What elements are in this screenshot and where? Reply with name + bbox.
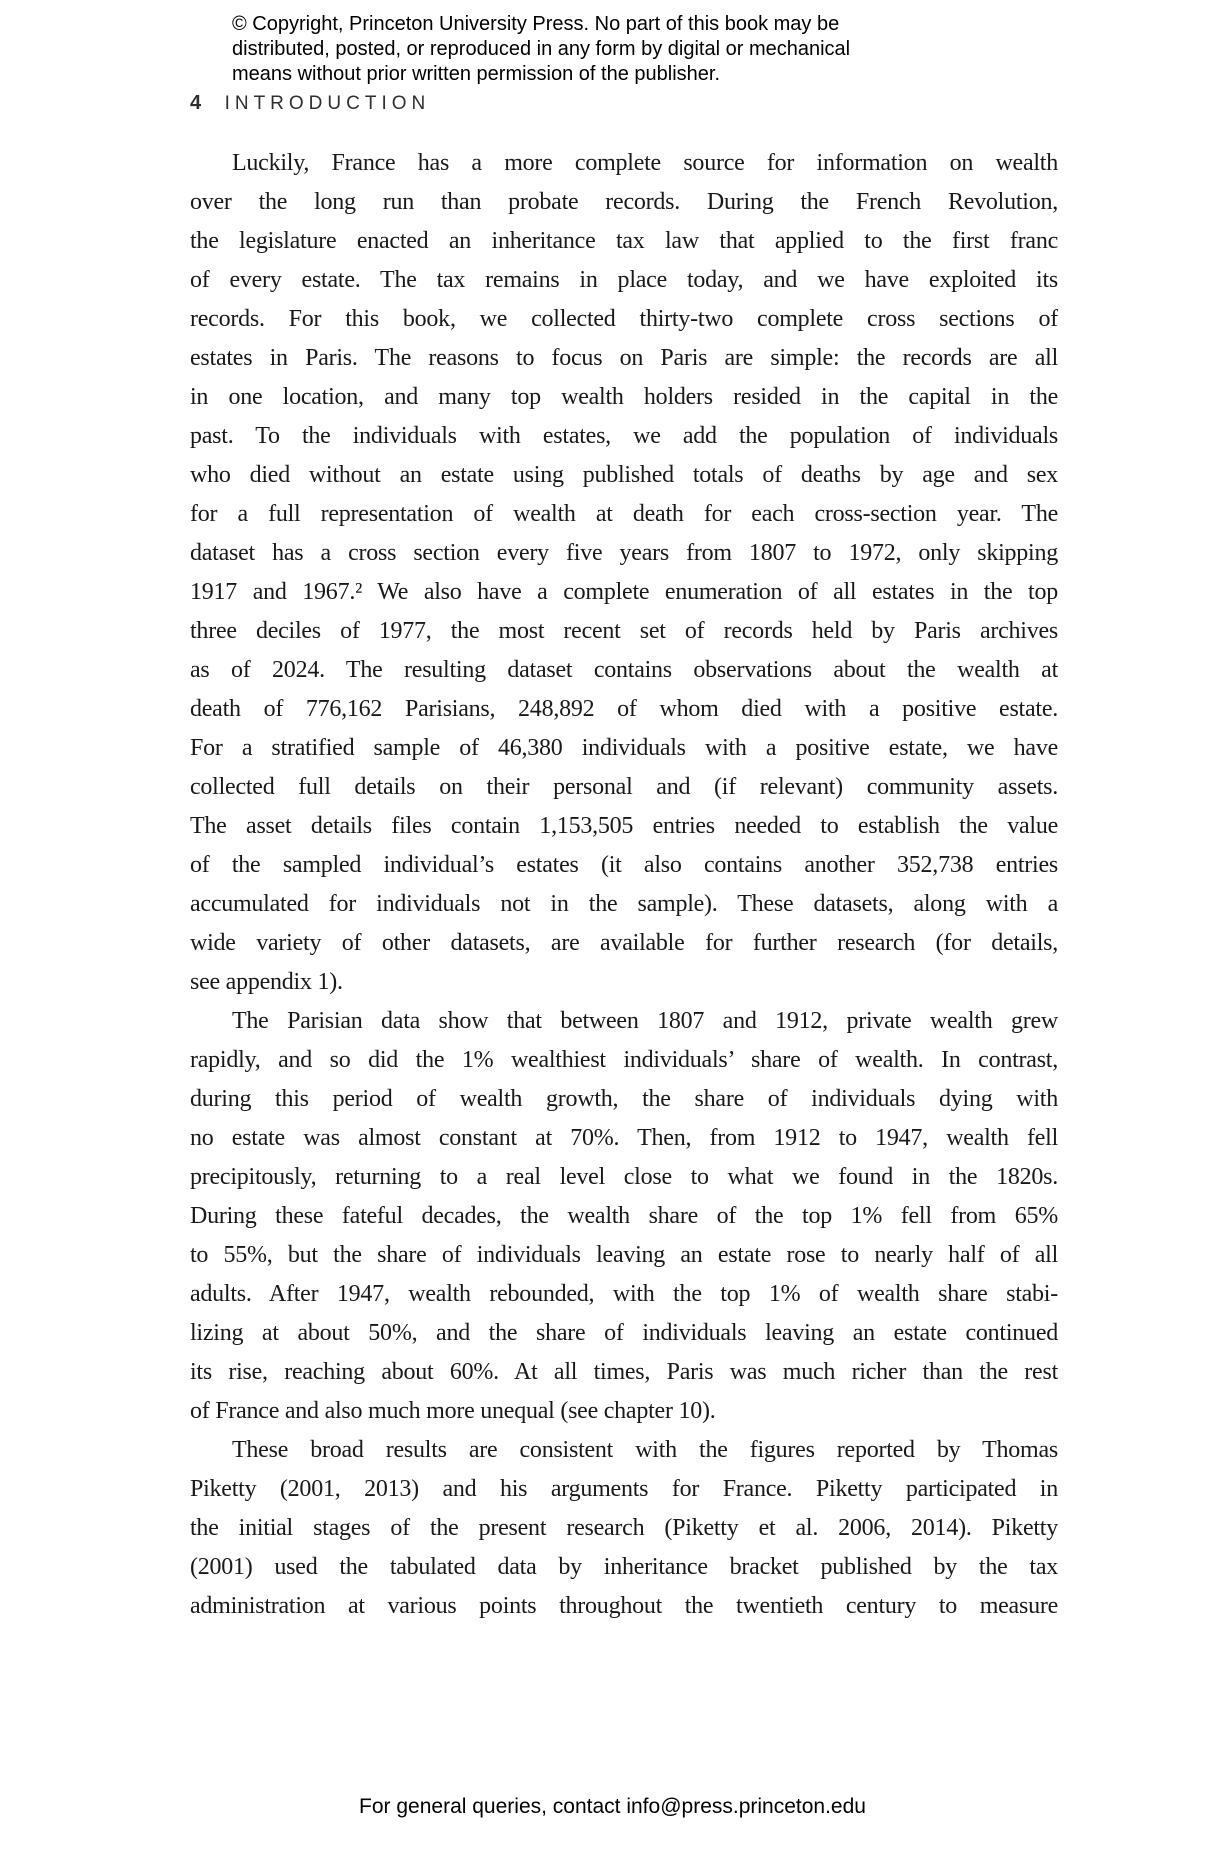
paragraph-piketty — [190, 1431, 1058, 1626]
text-line: Luckily, France has a more complete source for information on wealth — [232, 150, 1058, 176]
chapter-title: INTRODUCTION — [224, 93, 431, 114]
text-line: accumulated for individuals not in the sample). These datasets, along with a — [190, 891, 1058, 917]
text-line: The asset details files contain 1,153,505 entries needed to establish the value — [190, 813, 1058, 839]
text-line: collected full details on their personal and (if relevant) community assets. — [190, 774, 1058, 800]
text-line: no estate was almost constant at 70%. Then, from 1912 to 1947, wealth fell — [190, 1125, 1058, 1151]
copyright-line: means without prior written permission of the publisher. — [232, 63, 721, 85]
text-line: for a full representation of wealth at death for each cross-section year. The — [190, 501, 1058, 527]
text-line: The Parisian data show that between 1807 and 1912, private wealth grew — [232, 1008, 1058, 1034]
text-line: dataset has a cross section every five years from 1807 to 1972, only skipping — [190, 540, 1058, 566]
text-line: precipitously, returning to a real level close to what we found in the 1820s. — [190, 1164, 1058, 1190]
paragraph-wealth-trends — [190, 1002, 1058, 1431]
text-line: 1917 and 1967.² We also have a complete enumeration of all estates in the top — [190, 579, 1058, 605]
text-line: of every estate. The tax remains in place today, and we have exploited its — [190, 267, 1058, 293]
text-line: (2001) used the tabulated data by inheritance bracket published by the tax — [190, 1554, 1058, 1580]
text-line: during this period of wealth growth, the share of individuals dying with — [190, 1086, 1058, 1112]
text-line: These broad results are consistent with the figures reported by Thomas — [232, 1437, 1058, 1463]
text-line: wide variety of other datasets, are available for further research (for details, — [190, 930, 1058, 956]
text-line: estates in Paris. The reasons to focus on Paris are simple: the records are all — [190, 345, 1058, 371]
running-header — [190, 92, 430, 115]
paragraph-data-sources — [190, 144, 1058, 1002]
page-footer — [0, 1795, 1225, 1819]
text-line: in one location, and many top wealth holders resided in the capital in the — [190, 384, 1058, 410]
text-line: the legislature enacted an inheritance tax law that applied to the first franc — [190, 228, 1058, 254]
copyright-notice — [232, 12, 932, 87]
text-line: who died without an estate using published totals of deaths by age and sex — [190, 462, 1058, 488]
text-line: the initial stages of the present research (Piketty et al. 2006, 2014). Piketty — [190, 1515, 1058, 1541]
text-line: of France and also much more unequal (see chapter 10). — [190, 1398, 716, 1424]
text-line: its rise, reaching about 60%. At all times, Paris was much richer than the rest — [190, 1359, 1058, 1385]
body-text — [190, 144, 1058, 1626]
copyright-line: distributed, posted, or reproduced in any form by digital or mechanical — [232, 38, 851, 60]
text-line: Piketty (2001, 2013) and his arguments for France. Piketty participated in — [190, 1476, 1058, 1502]
text-line: see appendix 1). — [190, 969, 343, 995]
text-line: past. To the individuals with estates, we add the population of individuals — [190, 423, 1058, 449]
text-line: adults. After 1947, wealth rebounded, with the top 1% of wealth share stabi- — [190, 1281, 1058, 1307]
text-line: to 55%, but the share of individuals leaving an estate rose to nearly half of all — [190, 1242, 1058, 1268]
text-line: as of 2024. The resulting dataset contains observations about the wealth at — [190, 657, 1058, 683]
text-line: administration at various points throughout the twentieth century to measure — [190, 1593, 1058, 1619]
text-line: rapidly, and so did the 1% wealthiest individuals’ share of wealth. In contrast, — [190, 1047, 1058, 1073]
page-number: 4 — [190, 92, 203, 114]
text-line: lizing at about 50%, and the share of individuals leaving an estate continued — [190, 1320, 1058, 1346]
text-line: During these fateful decades, the wealth share of the top 1% fell from 65% — [190, 1203, 1058, 1229]
text-line: For a stratified sample of 46,380 individuals with a positive estate, we have — [190, 735, 1058, 761]
copyright-line: © Copyright, Princeton University Press. No part of this book may be — [232, 13, 840, 35]
text-line: death of 776,162 Parisians, 248,892 of whom died with a positive estate. — [190, 696, 1058, 722]
text-line: three deciles of 1977, the most recent set of records held by Paris archives — [190, 618, 1058, 644]
text-line: of the sampled individual’s estates (it also contains another 352,738 entries — [190, 852, 1058, 878]
footer-contact-text: For general queries, contact info@press.princeton.edu — [359, 1795, 866, 1818]
text-line: over the long run than probate records. During the French Revolution, — [190, 189, 1058, 215]
text-line: records. For this book, we collected thirty-two complete cross sections of — [190, 306, 1058, 332]
